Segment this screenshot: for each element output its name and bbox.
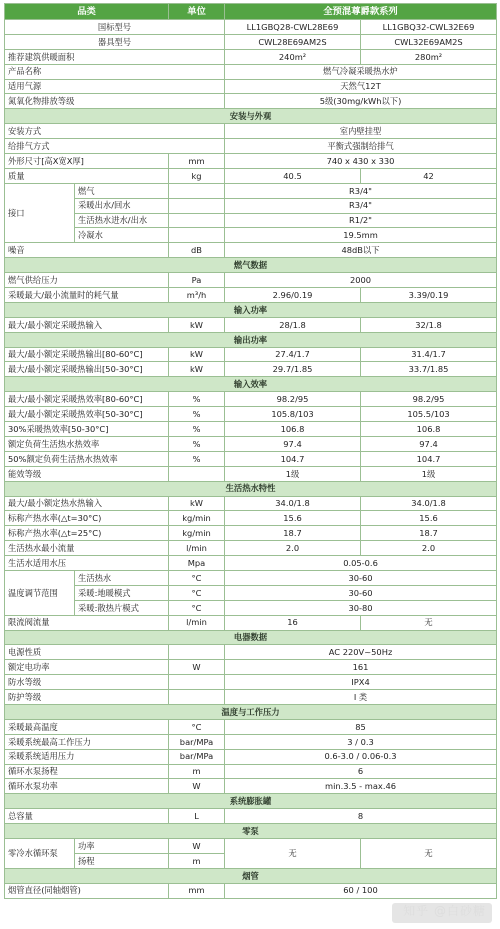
row-value: 3 / 0.3 — [225, 734, 497, 749]
table-row — [5, 645, 497, 660]
row-unit: W — [169, 838, 225, 853]
section-header: 安装与外观 — [5, 109, 497, 124]
table-row — [5, 183, 497, 198]
row-unit: dB — [169, 243, 225, 258]
row-value: 燃气冷凝采暖热水炉 — [225, 64, 497, 79]
row-value: 平衡式强制给排气 — [225, 139, 497, 154]
spec-table — [4, 3, 497, 899]
row-unit: kW — [169, 362, 225, 377]
row-label: 氮氧化物排放等级 — [5, 94, 225, 109]
row-value-1: 40.5 — [225, 168, 361, 183]
row-label: 采暖最高温度 — [5, 719, 169, 734]
row-unit: l/min — [169, 615, 225, 630]
row-value-1: 18.7 — [225, 526, 361, 541]
row-value: I 类 — [225, 690, 497, 705]
row-unit: % — [169, 407, 225, 422]
row-label: 能效等级 — [5, 466, 169, 481]
table-row — [5, 556, 497, 571]
table-row — [5, 600, 497, 615]
table-row — [5, 392, 497, 407]
row-unit: bar/MPa — [169, 734, 225, 749]
row-label: 推荐建筑供暖面积 — [5, 49, 225, 64]
row-unit: kW — [169, 317, 225, 332]
row-label: 最大/最小额定采暖热输出[80-60°C] — [5, 347, 169, 362]
row-unit: kg/min — [169, 526, 225, 541]
row-label: 最大/最小额定采暖热输出[50-30°C] — [5, 362, 169, 377]
temp-range-label: 温度调节范围 — [5, 570, 75, 615]
row-value-2: 42 — [361, 168, 497, 183]
table-row — [5, 615, 497, 630]
row-value-1: 28/1.8 — [225, 317, 361, 332]
row-value: AC 220V~50Hz — [225, 645, 497, 660]
row-label: 总容量 — [5, 809, 169, 824]
row-label: 额定负荷生活热水热效率 — [5, 436, 169, 451]
row-label: 限流阀流量 — [5, 615, 169, 630]
table-row — [5, 883, 497, 898]
row-value-2: 105.5/103 — [361, 407, 497, 422]
table-row — [5, 511, 497, 526]
row-value-2: 106.8 — [361, 422, 497, 437]
row-value-1: 16 — [225, 615, 361, 630]
row-label: 最大/最小额定采暖热效率[80-60°C] — [5, 392, 169, 407]
row-value-2: 33.7/1.85 — [361, 362, 497, 377]
header-item: 品类 — [5, 4, 169, 20]
row-value-2: 18.7 — [361, 526, 497, 541]
table-row — [5, 675, 497, 690]
section-header: 系统膨胀罐 — [5, 794, 497, 809]
row-value-1: 无 — [225, 838, 361, 868]
row-label: 采暖出水/回水 — [75, 198, 169, 213]
row-unit: mm — [169, 883, 225, 898]
row-value: 85 — [225, 719, 497, 734]
row-value: 161 — [225, 660, 497, 675]
row-label: 燃气供给压力 — [5, 273, 169, 288]
row-unit: % — [169, 422, 225, 437]
row-value-1: 1级 — [225, 466, 361, 481]
section-header: 输入效率 — [5, 377, 497, 392]
row-value: IPX4 — [225, 675, 497, 690]
row-value-2: 无 — [361, 838, 497, 868]
row-value-2: 3.39/0.19 — [361, 288, 497, 303]
row-unit — [169, 466, 225, 481]
row-label: 标称产热水率(△t=30°C) — [5, 511, 169, 526]
row-label: 采暖:散热片模式 — [75, 600, 169, 615]
table-row — [5, 228, 497, 243]
row-value-1: 104.7 — [225, 451, 361, 466]
row-value-1: 106.8 — [225, 422, 361, 437]
row-label: 采暖系统适用压力 — [5, 749, 169, 764]
row-label: 器具型号 — [5, 34, 225, 49]
row-label: 50%额定负荷生活热水热效率 — [5, 451, 169, 466]
table-row — [5, 436, 497, 451]
table-row — [5, 570, 497, 585]
row-unit — [169, 690, 225, 705]
row-value: 30-60 — [225, 585, 497, 600]
table-row — [5, 64, 497, 79]
table-row — [5, 273, 497, 288]
table-row — [5, 526, 497, 541]
table-row — [5, 79, 497, 94]
table-row — [5, 213, 497, 228]
table-row — [5, 362, 497, 377]
section-header: 输入功率 — [5, 302, 497, 317]
table-row — [5, 585, 497, 600]
section-header: 零泵 — [5, 824, 497, 839]
table-row — [5, 764, 497, 779]
row-unit — [169, 675, 225, 690]
row-label: 循环水泵扬程 — [5, 764, 169, 779]
row-label: 功率 — [75, 838, 169, 853]
table-row — [5, 749, 497, 764]
row-value-2: 32/1.8 — [361, 317, 497, 332]
row-label: 30%采暖热效率[50-30°C] — [5, 422, 169, 437]
row-unit: kW — [169, 496, 225, 511]
table-row — [5, 496, 497, 511]
table-row — [5, 168, 497, 183]
row-value-1: 97.4 — [225, 436, 361, 451]
row-label: 扬程 — [75, 853, 169, 868]
row-unit: m³/h — [169, 288, 225, 303]
row-unit: W — [169, 660, 225, 675]
row-unit: °C — [169, 600, 225, 615]
row-value: 6 — [225, 764, 497, 779]
row-label: 适用气源 — [5, 79, 225, 94]
row-label: 给排气方式 — [5, 139, 225, 154]
row-label: 防水等级 — [5, 675, 169, 690]
model-1: LL1GBQ28-CWL28E69 — [225, 20, 361, 35]
row-unit: % — [169, 436, 225, 451]
row-value: R1/2" — [225, 213, 497, 228]
row-unit: m — [169, 764, 225, 779]
table-row — [5, 541, 497, 556]
table-row — [5, 124, 497, 139]
table-row — [5, 690, 497, 705]
row-unit: bar/MPa — [169, 749, 225, 764]
row-value-1: 15.6 — [225, 511, 361, 526]
row-label: 产品名称 — [5, 64, 225, 79]
section-header: 输出功率 — [5, 332, 497, 347]
section-header: 生活热水特性 — [5, 481, 497, 496]
table-row — [5, 243, 497, 258]
table-row — [5, 734, 497, 749]
table-row — [5, 347, 497, 362]
table-row — [5, 466, 497, 481]
section-header: 烟管 — [5, 868, 497, 883]
row-label: 质量 — [5, 168, 169, 183]
table-row — [5, 94, 497, 109]
row-label: 采暖最大/最小流量时的耗气量 — [5, 288, 169, 303]
table-row — [5, 809, 497, 824]
row-unit — [169, 645, 225, 660]
row-label: 国标型号 — [5, 20, 225, 35]
table-row — [5, 451, 497, 466]
table-row — [5, 719, 497, 734]
row-label: 安装方式 — [5, 124, 225, 139]
device-1: CWL28E69AM2S — [225, 34, 361, 49]
row-value: 30-80 — [225, 600, 497, 615]
row-label: 烟管直径(同轴烟管) — [5, 883, 169, 898]
row-value: min.3.5 - max.46 — [225, 779, 497, 794]
row-unit: kg — [169, 168, 225, 183]
row-value-2: 104.7 — [361, 451, 497, 466]
row-value: 0.05-0.6 — [225, 556, 497, 571]
row-label: 采暖系统最高工作压力 — [5, 734, 169, 749]
row-label: 生活热水最小流量 — [5, 541, 169, 556]
row-label: 循环水泵功率 — [5, 779, 169, 794]
header-unit: 单位 — [169, 4, 225, 20]
section-header: 温度与工作压力 — [5, 704, 497, 719]
row-value: 8 — [225, 809, 497, 824]
row-value-2: 98.2/95 — [361, 392, 497, 407]
row-value-1: 2.96/0.19 — [225, 288, 361, 303]
header-row — [5, 4, 497, 20]
row-value-1: 34.0/1.8 — [225, 496, 361, 511]
section-header: 燃气数据 — [5, 258, 497, 273]
row-value-2: 34.0/1.8 — [361, 496, 497, 511]
table-row — [5, 779, 497, 794]
row-value-2: 无 — [361, 615, 497, 630]
row-label: 防护等级 — [5, 690, 169, 705]
row-value: 天然气12T — [225, 79, 497, 94]
row-label: 生活热水进水/出水 — [75, 213, 169, 228]
row-value-2: 31.4/1.7 — [361, 347, 497, 362]
watermark: 知乎 @白砂糖 — [403, 904, 486, 918]
row-label: 最大/最小额定采暖热输入 — [5, 317, 169, 332]
row-unit: kW — [169, 347, 225, 362]
table-row — [5, 660, 497, 675]
row-value: 30-60 — [225, 570, 497, 585]
row-value-1: 105.8/103 — [225, 407, 361, 422]
model-2: LL1GBQ32-CWL32E69 — [361, 20, 497, 35]
row-label: 采暖:地暖模式 — [75, 585, 169, 600]
table-row — [5, 34, 497, 49]
row-unit: L — [169, 809, 225, 824]
row-unit: % — [169, 451, 225, 466]
row-unit: l/min — [169, 541, 225, 556]
row-unit: mm — [169, 154, 225, 169]
row-label: 外形尺寸[高X宽X厚] — [5, 154, 169, 169]
row-unit: kg/min — [169, 511, 225, 526]
row-value-2: 2.0 — [361, 541, 497, 556]
row-value: 740 x 430 x 330 — [225, 154, 497, 169]
row-value-1: 98.2/95 — [225, 392, 361, 407]
row-label: 标称产热水率(△t=25°C) — [5, 526, 169, 541]
row-label: 冷凝水 — [75, 228, 169, 243]
row-label: 最大/最小额定热水热输入 — [5, 496, 169, 511]
row-unit: °C — [169, 570, 225, 585]
table-row — [5, 317, 497, 332]
row-label: 燃气 — [75, 183, 169, 198]
row-value: 5级(30mg/kWh以下) — [225, 94, 497, 109]
row-label: 噪音 — [5, 243, 169, 258]
row-value: 2000 — [225, 273, 497, 288]
row-value-1: 27.4/1.7 — [225, 347, 361, 362]
table-row — [5, 838, 497, 853]
table-row — [5, 139, 497, 154]
row-label: 生活热水 — [75, 570, 169, 585]
row-label: 最大/最小额定采暖热效率[50-30°C] — [5, 407, 169, 422]
port-group-label: 接口 — [5, 183, 75, 243]
row-value: R3/4" — [225, 183, 497, 198]
row-value: 60 / 100 — [225, 883, 497, 898]
area-2: 280m² — [361, 49, 497, 64]
row-value: 0.6-3.0 / 0.06-0.3 — [225, 749, 497, 764]
table-row — [5, 198, 497, 213]
row-unit: Mpa — [169, 556, 225, 571]
table-row — [5, 288, 497, 303]
row-unit: Pa — [169, 273, 225, 288]
row-unit: W — [169, 779, 225, 794]
table-row — [5, 422, 497, 437]
row-unit: % — [169, 392, 225, 407]
row-value: 室内壁挂型 — [225, 124, 497, 139]
row-value-2: 97.4 — [361, 436, 497, 451]
row-label: 电源性质 — [5, 645, 169, 660]
section-header: 电器数据 — [5, 630, 497, 645]
row-unit: °C — [169, 585, 225, 600]
table-row — [5, 20, 497, 35]
row-value: R3/4" — [225, 198, 497, 213]
row-value: 19.5mm — [225, 228, 497, 243]
table-row — [5, 407, 497, 422]
row-value-1: 29.7/1.85 — [225, 362, 361, 377]
row-value: 48dB以下 — [225, 243, 497, 258]
pump-label: 零冷水循环泵 — [5, 838, 75, 868]
table-row — [5, 154, 497, 169]
header-series: 全预混尊爵款系列 — [225, 4, 497, 20]
table-row — [5, 49, 497, 64]
row-label: 额定电功率 — [5, 660, 169, 675]
area-1: 240m² — [225, 49, 361, 64]
row-value-2: 1级 — [361, 466, 497, 481]
row-label: 生活水适用水压 — [5, 556, 169, 571]
row-value-1: 2.0 — [225, 541, 361, 556]
row-unit: °C — [169, 719, 225, 734]
row-value-2: 15.6 — [361, 511, 497, 526]
row-unit: m — [169, 853, 225, 868]
device-2: CWL32E69AM2S — [361, 34, 497, 49]
